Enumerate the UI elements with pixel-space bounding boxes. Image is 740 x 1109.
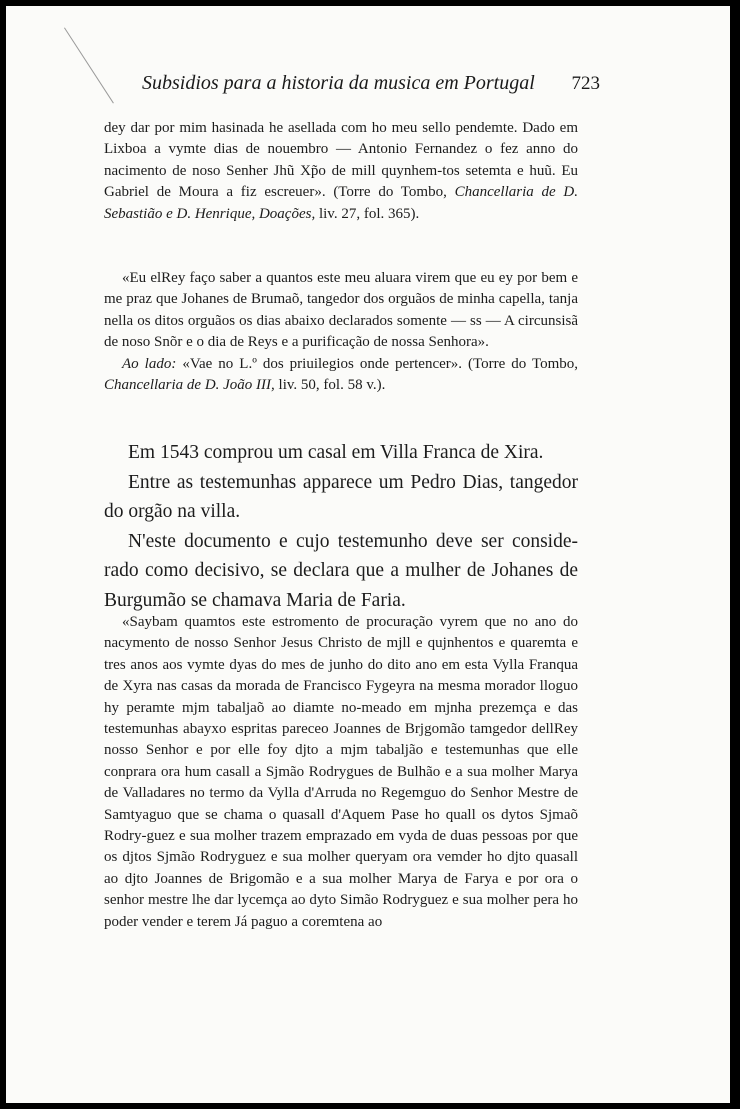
- royal-license-quote: [104, 268, 578, 396]
- source-title: Chancellaria de D. João III,: [104, 377, 275, 394]
- quote-text: dey dar por mim hasinada he asellada com ho meu sello pendemte. Dado em Lixboa a vymte dias de nouembro — Antonio Fernandez o fez anno do nacimento de noso Senher Jhũ Xp̃o de mill quynhem-tos setemta e huũ. Eu Gabriel de Moura a fiz escreuer». (Torre do Tombo,: [104, 120, 578, 201]
- quote-paragraph: «Saybam quamtos este estromento de procuração vyrem que no ano do nacymento de nosso Senhor Jesus Christo de mjll e qujnhentos e quaremta e tres anos aos vymte dyas do mes de junho do dito ano em esta Vylla Franqua de Xyra nas casas da morada de Francisco Fygeyra na mesma morador lloguo hy peramte mjm tabaljaõ ao diamte no-meado em mjnha prezemça e das testemunhas abayxo espritas pareceo Joannes de Brjgomão tamgedor dellRey nosso Senhor e por elle foy djto a mjm tabaljão e testemunhas que elle conprara ora hum casall a Sjmão Rodrygues de Bulhão e a sua molher Marya de Valladares no termo da Vylla d'Arruda no Regemguo do Senhor Mestre de Samtyaguo que se chama o quasall d'Aquem Pase ho quall os dytos Sjmaõ Rodry-guez e sua molher trazem emprazado em vyda de duas pessoas por que os djtos Sjmão Rodryguez e sua molher queryam ora vemder ho djto quasall ao djto Joannes de Brigomão e a sua molher Marya de Farya e por ora o senhor mestre lhe dar lycemça ao dyto Simão Rodryguez e sua molher pera ho poder vender e terem Já paguo a coremtena ao: [104, 614, 578, 930]
- page-number: 723: [571, 73, 600, 94]
- margin-note: [104, 354, 578, 397]
- body-paragraph: Entre as testemunhas apparece um Pedro Dias, tangedor do orgão na villa.: [104, 471, 578, 522]
- body-text: [104, 438, 578, 615]
- quote-paragraph: «Eu elRey faço saber a quantos este meu aluara virem que eu ey por bem e me praz que Johanes de Brumaõ, tangedor dos orguãos de minha capella, tanja nella os ditos orguãos os dias abaixo declarados somente — ss — A circunsisã de noso Snõr e o dia de Reys e a purificação de nossa Senhora».: [104, 270, 578, 351]
- margin-label: Ao lado:: [122, 355, 177, 372]
- quote-paragraph: [104, 118, 578, 225]
- header-title: Subsidios para a historia da musica em Portugal: [142, 72, 535, 94]
- source-reference: liv. 50, fol. 58 v.).: [274, 377, 386, 394]
- body-paragraph: N'este documento e cujo testemunho deve ser conside-rado como decisivo, se declara que a mulher de Johanes de Burgumão se chamava Maria de Faria.: [104, 530, 578, 611]
- procuration-quote: [104, 612, 578, 933]
- source-reference: liv. 27, fol. 365).: [315, 205, 420, 222]
- document-page: [6, 6, 730, 1103]
- running-header: [142, 72, 600, 95]
- margin-text: «Vae no L.º dos priuilegios onde pertencer». (Torre do Tombo,: [176, 355, 579, 372]
- source-title: Chancellaria de D. Sebastião e D. Henrique, Doações,: [104, 184, 578, 222]
- quoted-document-end: [104, 118, 578, 225]
- body-paragraph: Em 1543 comprou um casal em Villa Franca de Xira.: [128, 442, 544, 463]
- page-edge-line: [64, 27, 114, 103]
